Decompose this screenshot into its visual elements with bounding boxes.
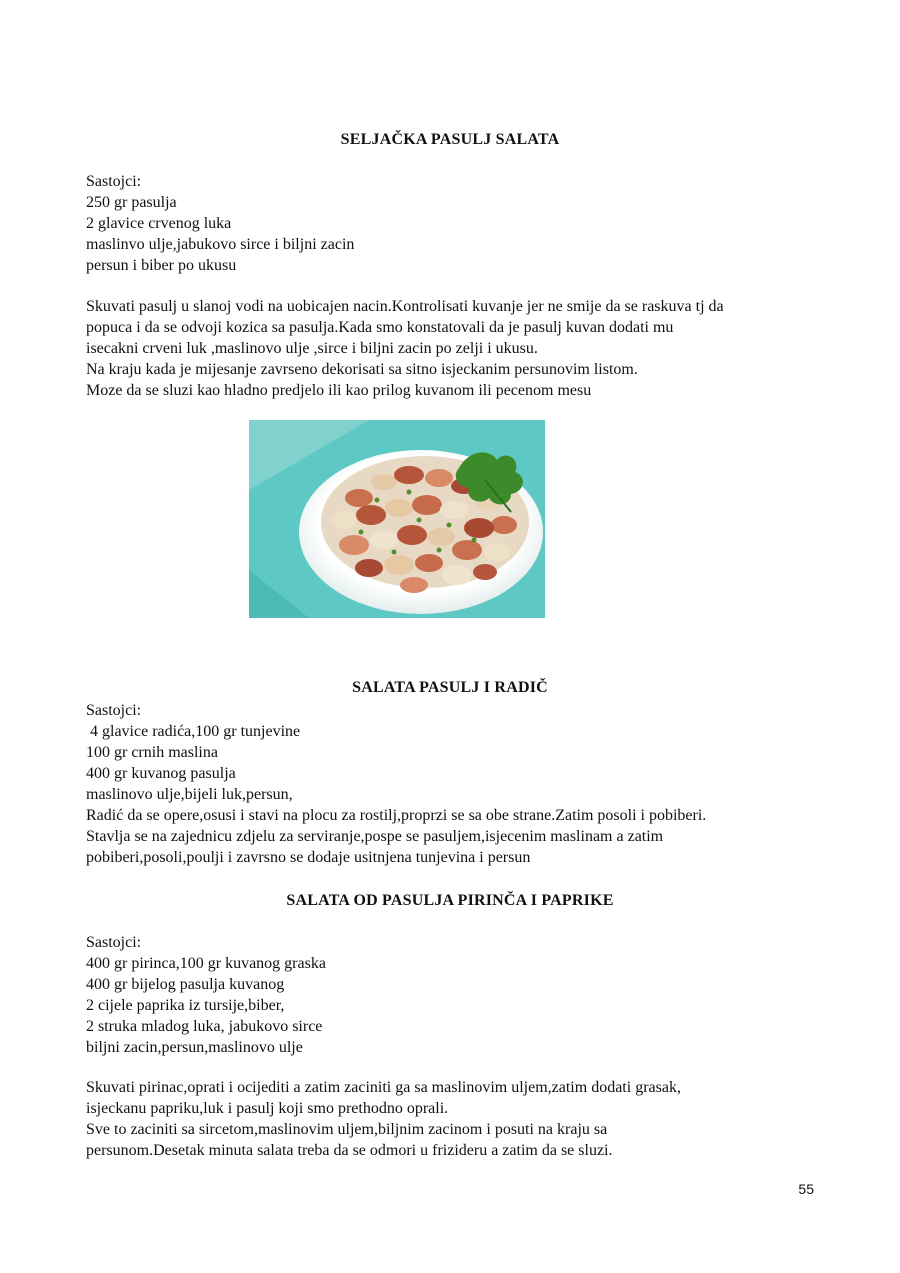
instruction-line: popuca i da se odvoji kozica sa pasulja.Kada smo konstatovali da je pasulj kuvan dodati mu: [86, 319, 674, 336]
recipe-title-radic: SALATA PASULJ I RADIČ: [352, 679, 548, 696]
ingredient-line: 4 glavice radića,100 gr tunjevine: [86, 723, 301, 740]
instruction-line: pobiberi,posoli,poulji i zavrsno se dodaje usitnjena tunjevina i persun: [86, 849, 531, 866]
ingredient-line: 400 gr bijelog pasulja kuvanog: [86, 976, 285, 993]
instruction-line: Skuvati pasulj u slanoj vodi na uobicajen nacin.Kontrolisati kuvanje jer ne smije da se raskuva tj da: [86, 298, 724, 315]
instruction-line: Sve to zaciniti sa sircetom,maslinovim uljem,biljnim zacinom i posuti na kraju sa: [86, 1121, 608, 1138]
instruction-line: Stavlja se na zajednicu zdjelu za serviranje,pospe se pasuljem,isjecenim maslinam a zatim: [86, 828, 664, 845]
instruction-line: Skuvati pirinac,oprati i ocijediti a zatim zaciniti ga sa maslinovim uljem,zatim dodati grasak,: [86, 1079, 681, 1096]
ingredient-line: 2 cijele paprika iz tursije,biber,: [86, 997, 285, 1014]
page-number: 55: [798, 1181, 814, 1197]
ingredient-line: 400 gr kuvanog pasulja: [86, 765, 236, 782]
instruction-line: persunom.Desetak minuta salata treba da se odmori u frizideru a zatim da se sluzi.: [86, 1142, 613, 1159]
instruction-line: Na kraju kada je mijesanje zavrseno dekorisati sa sitno isjeckanim persunovim listom.: [86, 361, 638, 378]
instruction-line: isjeckanu papriku,luk i pasulj koji smo prethodno oprali.: [86, 1100, 449, 1117]
ingredient-line: 2 glavice crvenog luka: [86, 215, 232, 232]
ingredient-line: 100 gr crnih maslina: [86, 744, 218, 761]
ingredient-line: maslinvo ulje,jabukovo sirce i biljni zacin: [86, 236, 355, 253]
ingredient-line: persun i biber po ukusu: [86, 257, 237, 274]
ingredient-line: 2 struka mladog luka, jabukovo sirce: [86, 1018, 323, 1035]
ingredient-line: maslinovo ulje,bijeli luk,persun,: [86, 786, 293, 803]
recipe-1-ingredients: [86, 171, 826, 276]
recipe-3-ingredients: [86, 932, 826, 1058]
bean-salad-bowl-photo-icon: [249, 420, 545, 618]
bean-salad-photo: [249, 420, 545, 618]
recipe-title-pirinac: SALATA OD PASULJA PIRINČA I PAPRIKE: [286, 892, 614, 909]
instruction-line: isecakni crveni luk ,maslinovo ulje ,sirce i biljni zacin po zelji i ukusu.: [86, 340, 538, 357]
instruction-line: Radić da se opere,osusi i stavi na plocu za rostilj,proprzi se sa obe strane.Zatim posoli i pobiberi.: [86, 807, 707, 824]
ingredients-label: Sastojci:: [86, 173, 142, 190]
recipe-title-seljacka: SELJAČKA PASULJ SALATA: [340, 131, 560, 148]
ingredient-line: 400 gr pirinca,100 gr kuvanog graska: [86, 955, 326, 972]
instruction-line: Moze da se sluzi kao hladno predjelo ili kao prilog kuvanom ili pecenom mesu: [86, 382, 592, 399]
recipe-2-body: [86, 700, 826, 868]
recipe-3-instructions: [86, 1077, 826, 1161]
ingredient-line: 250 gr pasulja: [86, 194, 177, 211]
ingredients-label: Sastojci:: [86, 934, 142, 951]
ingredients-label: Sastojci:: [86, 702, 142, 719]
ingredient-line: biljni zacin,persun,maslinovo ulje: [86, 1039, 303, 1056]
recipe-1-instructions: [86, 296, 826, 401]
